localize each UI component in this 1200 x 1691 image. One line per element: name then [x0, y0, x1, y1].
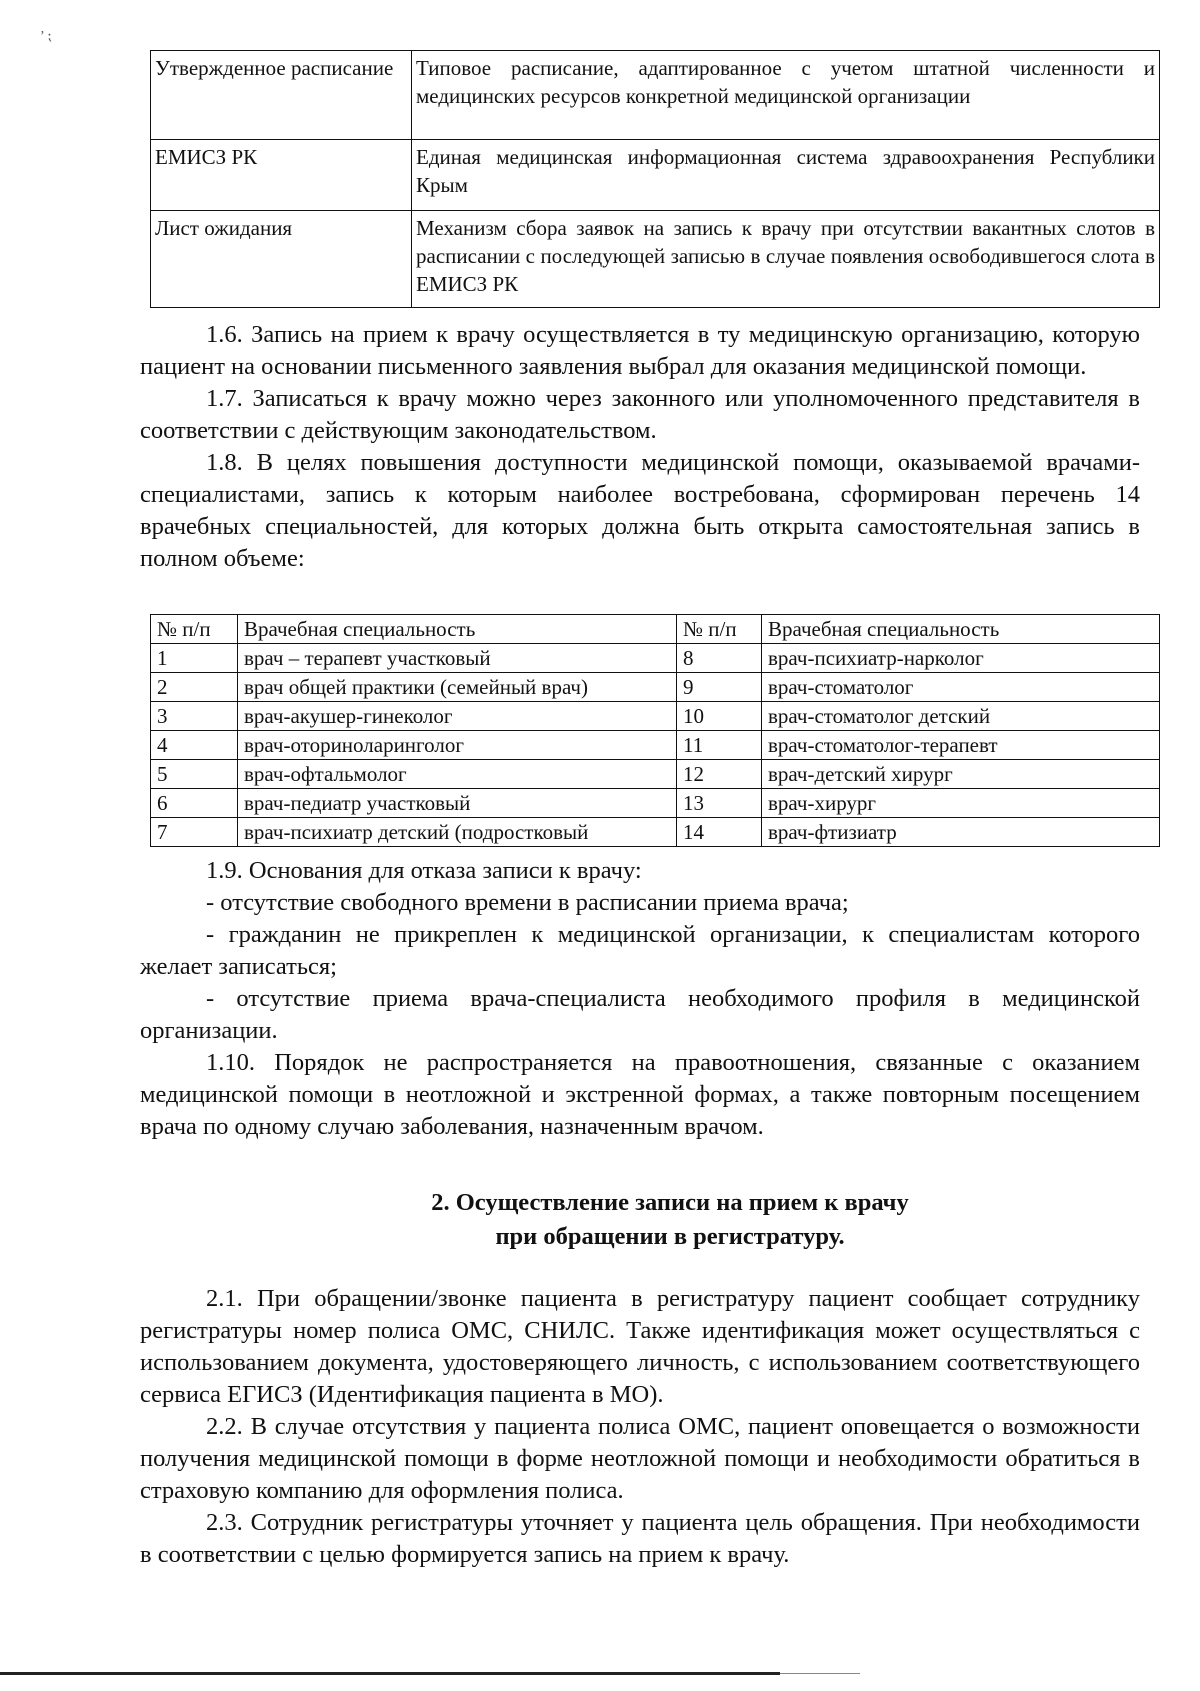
column-header: № п/п: [677, 615, 762, 644]
table-row: [151, 818, 1160, 847]
section-1-refusal-paragraphs: [140, 855, 1140, 1143]
specialty-name: врач-акушер-гинеколог: [238, 702, 677, 731]
definition-row: [151, 51, 1160, 140]
row-number: 13: [677, 789, 762, 818]
definitions-table: [150, 50, 1160, 308]
table-row: [151, 644, 1160, 673]
table-row: [151, 789, 1160, 818]
specialty-name: врач-стоматолог-терапевт: [762, 731, 1160, 760]
list-item: - отсутствие свободного времени в расписании приема врача;: [206, 889, 849, 916]
specialty-name: врач-оториноларинголог: [238, 731, 677, 760]
specialty-name: врач-психиатр-нарколог: [762, 644, 1160, 673]
specialties-table: [150, 614, 1160, 847]
definition-description: Механизм сбора заявок на запись к врачу при отсутствии вакантных слотов в расписании с последующей записью в случае появления освободившегося слота в ЕМИСЗ РК: [412, 211, 1160, 308]
footer-rule: [0, 1672, 780, 1675]
row-number: 9: [677, 673, 762, 702]
specialty-name: врач общей практики (семейный врач): [238, 673, 677, 702]
table-row: [151, 760, 1160, 789]
definition-term: Лист ожидания: [151, 211, 412, 308]
definition-description: Типовое расписание, адаптированное с учетом штатной численности и медицинских ресурсов конкретной медицинской организации: [412, 51, 1160, 140]
specialty-name: врач-стоматолог: [762, 673, 1160, 702]
row-number: 3: [151, 702, 238, 731]
definition-term: ЕМИСЗ РК: [151, 140, 412, 211]
column-header: № п/п: [151, 615, 238, 644]
row-number: 10: [677, 702, 762, 731]
table-row: [151, 702, 1160, 731]
list-item: - отсутствие приема врача-специалиста необходимого профиля в медицинской организации.: [140, 985, 1140, 1044]
table-row: [151, 731, 1160, 760]
specialty-name: врач-психиатр детский (подростковый: [238, 818, 677, 847]
row-number: 8: [677, 644, 762, 673]
specialty-name: врач-хирург: [762, 789, 1160, 818]
heading-line: 2. Осуществление записи на прием к врачу: [431, 1189, 909, 1216]
row-number: 11: [677, 731, 762, 760]
paragraph-2-3: 2.3. Сотрудник регистратуры уточняет у пациента цель обращения. При необходимости в соответствии с целью формируется запись на прием к врачу.: [140, 1509, 1140, 1568]
specialty-name: врач-фтизиатр: [762, 818, 1160, 847]
paragraph-2-2: 2.2. В случае отсутствия у пациента полиса ОМС, пациент оповещается о возможности получения медицинской помощи в форме неотложной помощи и необходимости обратиться в страховую компанию для оформления полиса.: [140, 1413, 1140, 1504]
row-number: 1: [151, 644, 238, 673]
definition-description: Единая медицинская информационная система здравоохранения Республики Крым: [412, 140, 1160, 211]
list-item: - гражданин не прикреплен к медицинской организации, к специалистам которого желает записаться;: [140, 921, 1140, 980]
section-2-paragraphs: [140, 1283, 1140, 1571]
row-number: 2: [151, 673, 238, 702]
row-number: 12: [677, 760, 762, 789]
row-number: 7: [151, 818, 238, 847]
paragraph-2-1: 2.1. При обращении/звонке пациента в регистратуру пациент сообщает сотруднику регистратуры номер полиса ОМС, СНИЛС. Также идентификация может осуществляться с использованием документа, удостоверяющего личность, с использованием соответствующего сервиса ЕГИСЗ (Идентификация пациента в МО).: [140, 1285, 1140, 1408]
paragraph-1-9: 1.9. Основания для отказа записи к врачу:: [206, 857, 642, 884]
paragraph-1-6: 1.6. Запись на прием к врачу осуществляется в ту медицинскую организацию, которую пациент на основании письменного заявления выбрал для оказания медицинской помощи.: [140, 321, 1140, 380]
table-row: [151, 673, 1160, 702]
specialty-name: врач-стоматолог детский: [762, 702, 1160, 731]
paragraph-1-10: 1.10. Порядок не распространяется на правоотношения, связанные с оказанием медицинской помощи в неотложной и экстренной формах, а также повторным посещением врача по одному случаю заболевания, назначенным врачом.: [140, 1049, 1140, 1140]
definition-row: [151, 140, 1160, 211]
section-1-paragraphs: [140, 319, 1140, 575]
footer-rule-faint: [780, 1673, 860, 1674]
column-header: Врачебная специальность: [762, 615, 1160, 644]
paragraph-1-7: 1.7. Записаться к врачу можно через законного или уполномоченного представителя в соответствии с действующим законодательством.: [140, 385, 1140, 444]
specialty-name: врач-офтальмолог: [238, 760, 677, 789]
column-header: Врачебная специальность: [238, 615, 677, 644]
specialty-name: врач-педиатр участковый: [238, 789, 677, 818]
definition-row: [151, 211, 1160, 308]
row-number: 6: [151, 789, 238, 818]
heading-line: при обращении в регистратуру.: [495, 1223, 845, 1250]
specialty-name: врач – терапевт участковый: [238, 644, 677, 673]
row-number: 4: [151, 731, 238, 760]
table-header-row: [151, 615, 1160, 644]
row-number: 5: [151, 760, 238, 789]
scan-specks: ’ ⁏: [40, 29, 52, 44]
section-2-heading: [140, 1186, 1200, 1254]
definition-term: Утвержденное расписание: [151, 51, 412, 140]
paragraph-1-8: 1.8. В целях повышения доступности медицинской помощи, оказываемой врачами-специалистами, запись к которым наиболее востребована, сформирован перечень 14 врачебных специальностей, для которых должна быть открыта самостоятельная запись в полном объеме:: [140, 449, 1140, 572]
specialty-name: врач-детский хирург: [762, 760, 1160, 789]
row-number: 14: [677, 818, 762, 847]
